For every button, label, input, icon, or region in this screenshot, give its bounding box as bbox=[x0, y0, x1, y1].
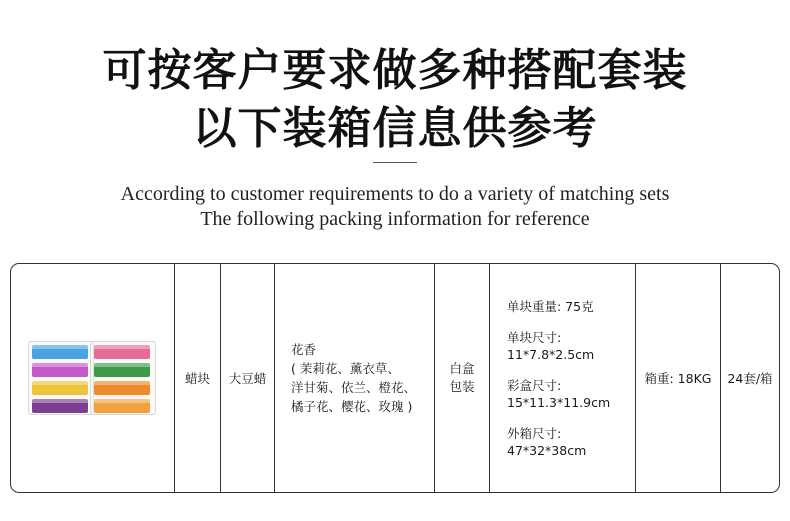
packaging-text bbox=[449, 360, 474, 396]
box-weight: 箱重: 18KG bbox=[644, 371, 712, 386]
heading-line-2: 以下装箱信息供参考 bbox=[192, 103, 598, 154]
unit-size-value: 11*7.8*2.5cm bbox=[507, 346, 595, 362]
product-image bbox=[28, 333, 158, 423]
material-cell bbox=[220, 264, 274, 492]
packaging-line-2: 包装 bbox=[449, 379, 475, 394]
wax-tray bbox=[32, 381, 88, 395]
color-box-value: 15*11.3*11.9cm bbox=[507, 394, 611, 410]
specs-cell bbox=[489, 264, 635, 492]
material-label: 大豆蜡 bbox=[228, 371, 267, 386]
carton-value: 47*32*38cm bbox=[507, 442, 587, 458]
color-box-group bbox=[507, 377, 610, 411]
carton-label: 外箱尺寸: bbox=[507, 425, 562, 441]
wax-tray bbox=[94, 381, 150, 395]
unit-size-group bbox=[507, 329, 610, 363]
quantity-cell bbox=[720, 264, 779, 492]
packing-info-table bbox=[10, 263, 780, 493]
type-cell bbox=[174, 264, 220, 492]
heading-line-1: 可按客户要求做多种搭配套装 bbox=[102, 45, 688, 96]
carton-group bbox=[507, 425, 610, 459]
wax-tray bbox=[94, 399, 150, 413]
scent-cell bbox=[274, 264, 434, 492]
type-label: 蜡块 bbox=[184, 371, 210, 386]
divider bbox=[373, 162, 417, 163]
quantity: 24套/箱 bbox=[727, 371, 773, 386]
wax-tray bbox=[94, 345, 150, 359]
scent-text bbox=[291, 340, 416, 416]
unit-size-label: 单块尺寸: bbox=[507, 329, 562, 345]
product-image-cell bbox=[11, 264, 174, 492]
color-box-label: 彩盒尺寸: bbox=[507, 377, 562, 393]
wax-tray bbox=[32, 345, 88, 359]
scent-title: 花香 bbox=[291, 342, 317, 357]
scent-line-1: ( 茉莉花、薰衣草、 bbox=[291, 361, 400, 376]
subheading-line-1: According to customer requirements to do a variety of matching sets bbox=[120, 183, 670, 205]
wax-tray bbox=[32, 399, 88, 413]
wax-tray bbox=[32, 363, 88, 377]
scent-line-3: 橘子花、樱花、玫瑰 ) bbox=[291, 399, 413, 414]
scent-line-2: 洋甘菊、依兰、橙花、 bbox=[291, 380, 417, 395]
packaging-cell bbox=[434, 264, 489, 492]
subheading-line-2: The following packing information for reference bbox=[200, 208, 590, 230]
packaging-line-1: 白盒 bbox=[449, 361, 475, 376]
specs-text bbox=[507, 298, 610, 459]
box-weight-cell bbox=[635, 264, 720, 492]
unit-weight: 单块重量: 75克 bbox=[507, 298, 594, 314]
wax-tray bbox=[94, 363, 150, 377]
